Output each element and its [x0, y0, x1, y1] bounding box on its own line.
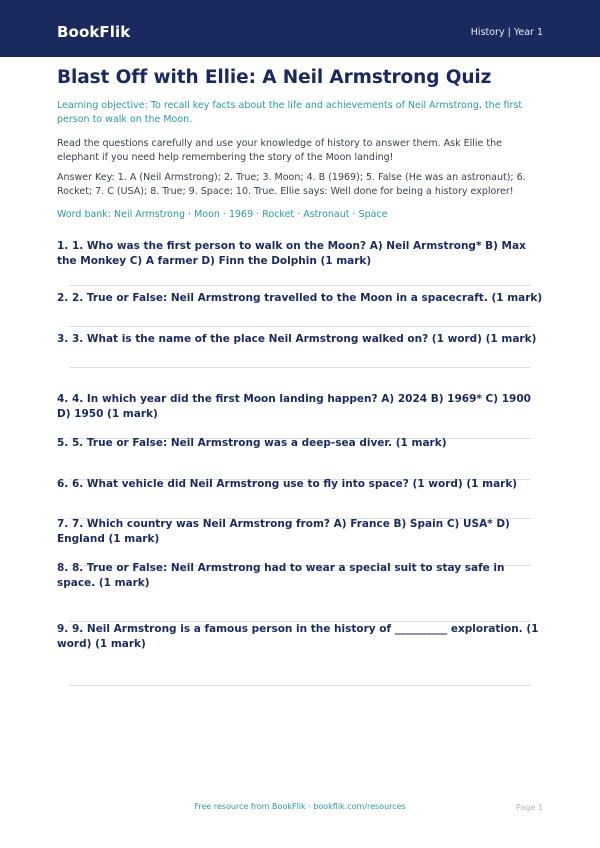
- worksheet-content: [57, 66, 545, 686]
- subject-year-label: History | Year 1: [470, 27, 543, 38]
- answer-line: [69, 367, 531, 368]
- brand-logo[interactable]: BookFlik: [57, 23, 131, 41]
- question-item: 5. 5. True or False: Neil Armstrong was a deep-sea diver. (1 mark): [57, 437, 447, 449]
- question-item: 3. 3. What is the name of the place Neil Armstrong walked on? (1 word) (1 mark): [57, 333, 537, 345]
- footer-link[interactable]: Free resource from BookFlik · bookflik.com/resources: [194, 802, 406, 811]
- answer-line: [69, 326, 531, 327]
- header-bar: [0, 0, 600, 57]
- question-item: 9. 9. Neil Armstrong is a famous person in the history of __________ exploration. (1 word) (1 mark): [57, 623, 539, 650]
- question-item: 1. 1. Who was the first person to walk on the Moon? A) Neil Armstrong* B) Max the Monkey C) A farmer D) Finn the Dolphin (1 mark): [57, 240, 526, 267]
- question-list: [57, 239, 545, 686]
- question-item: 7. 7. Which country was Neil Armstrong from? A) France B) Spain C) USA* D) England (1 mark): [57, 518, 510, 545]
- page-title: Blast Off with Ellie: A Neil Armstrong Quiz: [57, 67, 492, 88]
- question-item: 4. 4. In which year did the first Moon landing happen? A) 2024 B) 1969* C) 1900 D) 1950 (1 mark): [57, 393, 531, 420]
- page-footer: [0, 801, 600, 815]
- answer-key: Answer Key: 1. A (Neil Armstrong); 2. True; 3. Moon; 4. B (1969); 5. False (He was an astronaut); 6. Rocket; 7. C (USA); 8. True; 9. Space; 10. True. Ellie says: Well done for being a history explorer!: [57, 172, 526, 197]
- answer-line: [69, 685, 531, 686]
- question-item: 8. 8. True or False: Neil Armstrong had to wear a special suit to stay safe in space. (1 mark): [57, 562, 505, 589]
- instructions-text: Read the questions carefully and use your knowledge of history to answer them. Ask Ellie the elephant if you need help remembering the story of the Moon landing!: [57, 138, 502, 163]
- learning-objective: Learning objective: To recall key facts about the life and achievements of Neil Armstrong, the first person to walk on the Moon.: [57, 100, 523, 125]
- page-number: Page 1: [516, 803, 543, 812]
- word-bank: Word bank: Neil Armstrong · Moon · 1969 · Rocket · Astronaut · Space: [57, 209, 388, 220]
- question-item: 6. 6. What vehicle did Neil Armstrong use to fly into space? (1 word) (1 mark): [57, 478, 518, 490]
- question-item: 2. 2. True or False: Neil Armstrong travelled to the Moon in a spacecraft. (1 mark): [57, 292, 543, 304]
- answer-line: [69, 285, 531, 286]
